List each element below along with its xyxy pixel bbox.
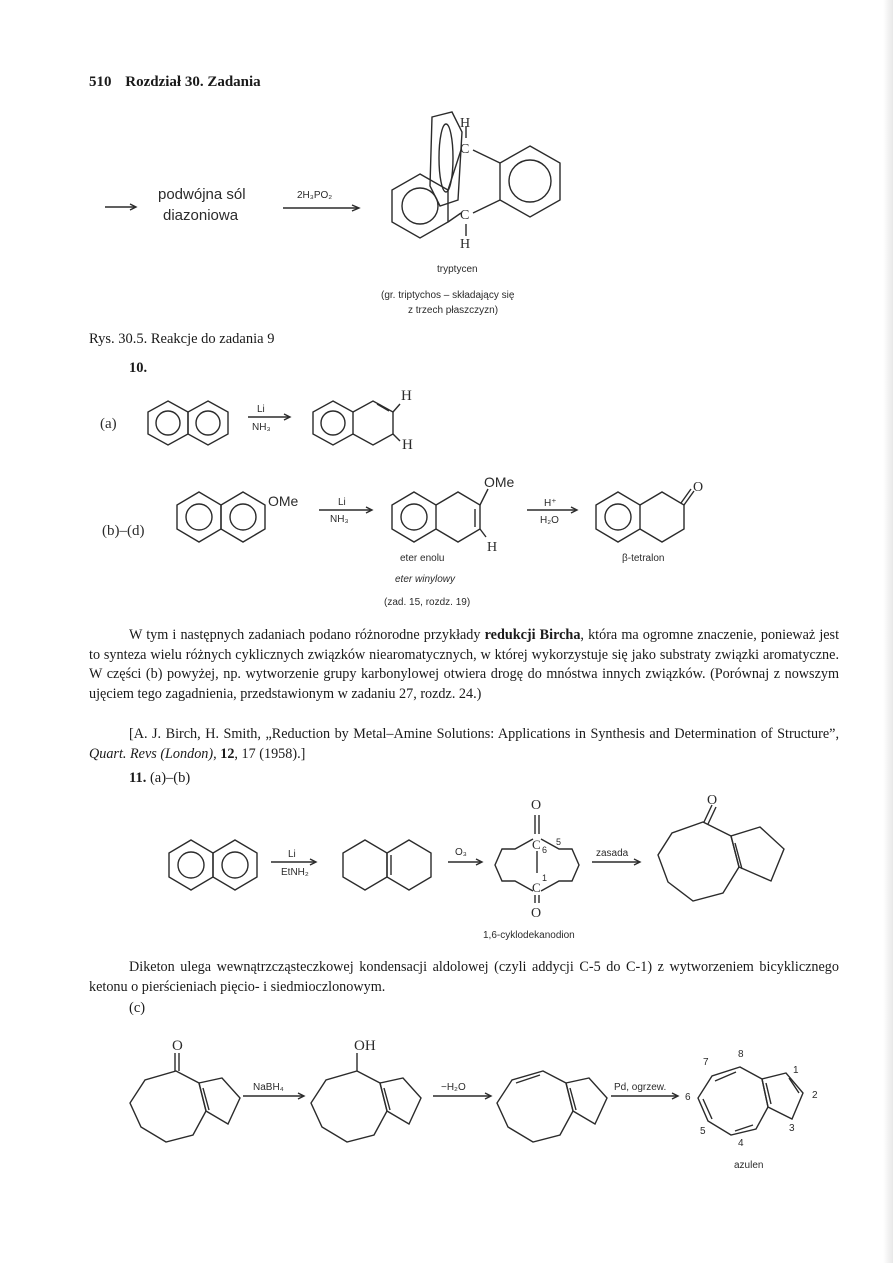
h-b: H — [487, 540, 498, 555]
part-c-scheme — [0, 1023, 893, 1173]
c5-number: 5 — [556, 837, 562, 847]
methoxynaphthalene — [177, 492, 265, 542]
ref-mid: , — [213, 745, 221, 762]
part-c-label: (c) — [129, 1000, 146, 1016]
chapter-title: Rozdział 30. Zadania — [125, 74, 261, 90]
paragraph-birch — [89, 626, 839, 704]
enol-ether — [392, 489, 488, 542]
oh-label: OH — [354, 1038, 376, 1054]
reagent-b-nh3: NH₃ — [330, 514, 349, 525]
triptycene-structure — [392, 112, 560, 252]
enol-line1: eter enolu — [400, 553, 445, 564]
problem-10-number: 10. — [129, 360, 148, 376]
atom-h-bottom: H — [460, 237, 471, 252]
o-top-dione: O — [531, 798, 542, 813]
diketone-name: 1,6-cyklodekanodion — [483, 930, 575, 941]
c6-number: 6 — [542, 845, 548, 855]
ref-pre: [A. J. Birch, H. Smith, „Reduction by Metal–Amine Solutions: Applications in Synthesis and Determination of Structure”, — [129, 726, 839, 742]
reagent-pd: Pd, ogrzew. — [614, 1082, 667, 1093]
azulene-n1: 1 — [793, 1065, 799, 1076]
etymology-line2: z trzech płaszczyzn) — [408, 305, 499, 316]
reagent-a-nh3: NH₃ — [252, 422, 271, 433]
atom-h-top: H — [460, 116, 471, 131]
ref-journal: Quart. Revs (London) — [89, 745, 214, 762]
product-name-triptycene: tryptycen — [437, 264, 478, 275]
paragraph-aldol — [89, 958, 839, 997]
bicyclic-ketone — [658, 805, 784, 901]
problem11-scheme — [0, 785, 893, 945]
ref-post: , 17 (1958).] — [234, 745, 306, 762]
reagent-c-h: H⁺ — [544, 498, 557, 509]
dihydronaphthalene — [313, 401, 400, 445]
atom-c-top: C — [460, 142, 470, 157]
reference — [89, 725, 839, 764]
azulene-n6: 6 — [685, 1092, 691, 1103]
reagent-a-li: Li — [257, 404, 265, 415]
reagent-minus-h2o: −H₂O — [441, 1082, 466, 1093]
azulene-n2: 2 — [812, 1090, 818, 1101]
p1-pre: W tym i następnych zadaniach podano różnorodne przykłady — [129, 627, 485, 643]
reactant-line1: podwójna sól — [158, 186, 246, 203]
reference-text — [89, 725, 839, 764]
azulene-n8: 8 — [738, 1049, 744, 1060]
part-bd-label: (b)–(d) — [102, 523, 145, 539]
enol-line3: (zad. 15, rozdz. 19) — [384, 597, 471, 608]
enol-line2: eter winylowy — [395, 574, 456, 585]
figure-caption: Rys. 30.5. Reakcje do zadania 9 — [89, 331, 275, 347]
etymology-line1: (gr. triptychos – składający się — [381, 290, 515, 301]
azulene-name: azulen — [734, 1160, 764, 1171]
c6-atom: C — [532, 837, 541, 852]
p1-bold: redukcji Bircha — [484, 627, 581, 643]
problem-11-part: (a)–(b) — [149, 770, 191, 786]
reagent11-zasada: zasada — [596, 848, 629, 859]
naphthalene-11 — [169, 840, 257, 890]
ketone-c — [130, 1053, 240, 1142]
ref-volume: 12 — [220, 745, 235, 762]
reagent-nabh4: NaBH₄ — [253, 1082, 284, 1093]
beta-tetralone — [596, 489, 694, 542]
problem-11-number: 11. — [129, 770, 147, 786]
atom-c-bottom: C — [460, 208, 470, 223]
paragraph-aldol-text: Diketon ulega wewnątrzcząsteczkowej kondensacji aldolowej (czyli addycji C-5 do C-1) z wytworzeniem bicyklicznego ketonu o pierścieniach pięcio- i siedmioczlonowym. — [89, 959, 839, 995]
c1-atom: C — [532, 880, 541, 895]
c1-number: 1 — [542, 873, 548, 883]
p1-post: , która ma ogromne znaczenie, ponieważ jest to synteza wielu różnych cyklicznych związków niearomatycznych, w której wykorzystuje się jako substraty związki aromatyczne. W części (b) powyżej, np. wytworzenie grupy karbonylowej otwiera drogę do mnóstwa innych związków. (Porównaj z nowszym ujęciem tego zagadnienia, przedstawionym w zadaniu 27, rozdz. 24.) — [89, 627, 840, 702]
problem10-scheme — [0, 375, 893, 615]
reactant-line2: diazoniowa — [163, 207, 239, 224]
part-a-label: (a) — [100, 416, 117, 432]
octalin — [343, 840, 431, 890]
tetralone-name: β-tetralon — [622, 553, 665, 564]
reagent-c-h2o: H₂O — [540, 515, 559, 526]
o-ketone-c: O — [172, 1038, 183, 1054]
reagent11-o3: O₃ — [455, 847, 467, 858]
reagent11-li: Li — [288, 849, 296, 860]
o-product: O — [707, 793, 718, 808]
oxygen-tetralone: O — [693, 480, 704, 495]
reagent11-etnh2: EtNH₂ — [281, 867, 309, 878]
azulene-n7: 7 — [703, 1057, 709, 1068]
naphthalene-a — [148, 401, 228, 445]
triptycene-scheme — [0, 0, 893, 330]
azulene — [698, 1067, 803, 1135]
ome-1: OMe — [268, 493, 299, 509]
reagent-h3po2: 2H₃PO₂ — [297, 190, 333, 201]
o-bottom-dione: O — [531, 906, 542, 921]
azulene-n5: 5 — [700, 1126, 706, 1137]
h-top-a: H — [401, 388, 412, 404]
ome-2: OMe — [484, 474, 515, 490]
diene-c — [497, 1071, 607, 1142]
reagent-b-li: Li — [338, 497, 346, 508]
page-number: 510 — [89, 74, 112, 90]
azulene-n4: 4 — [738, 1138, 744, 1149]
azulene-n3: 3 — [789, 1123, 795, 1134]
alcohol-c — [311, 1053, 421, 1142]
h-bottom-a: H — [402, 437, 413, 453]
paragraph-birch-text — [89, 626, 839, 704]
